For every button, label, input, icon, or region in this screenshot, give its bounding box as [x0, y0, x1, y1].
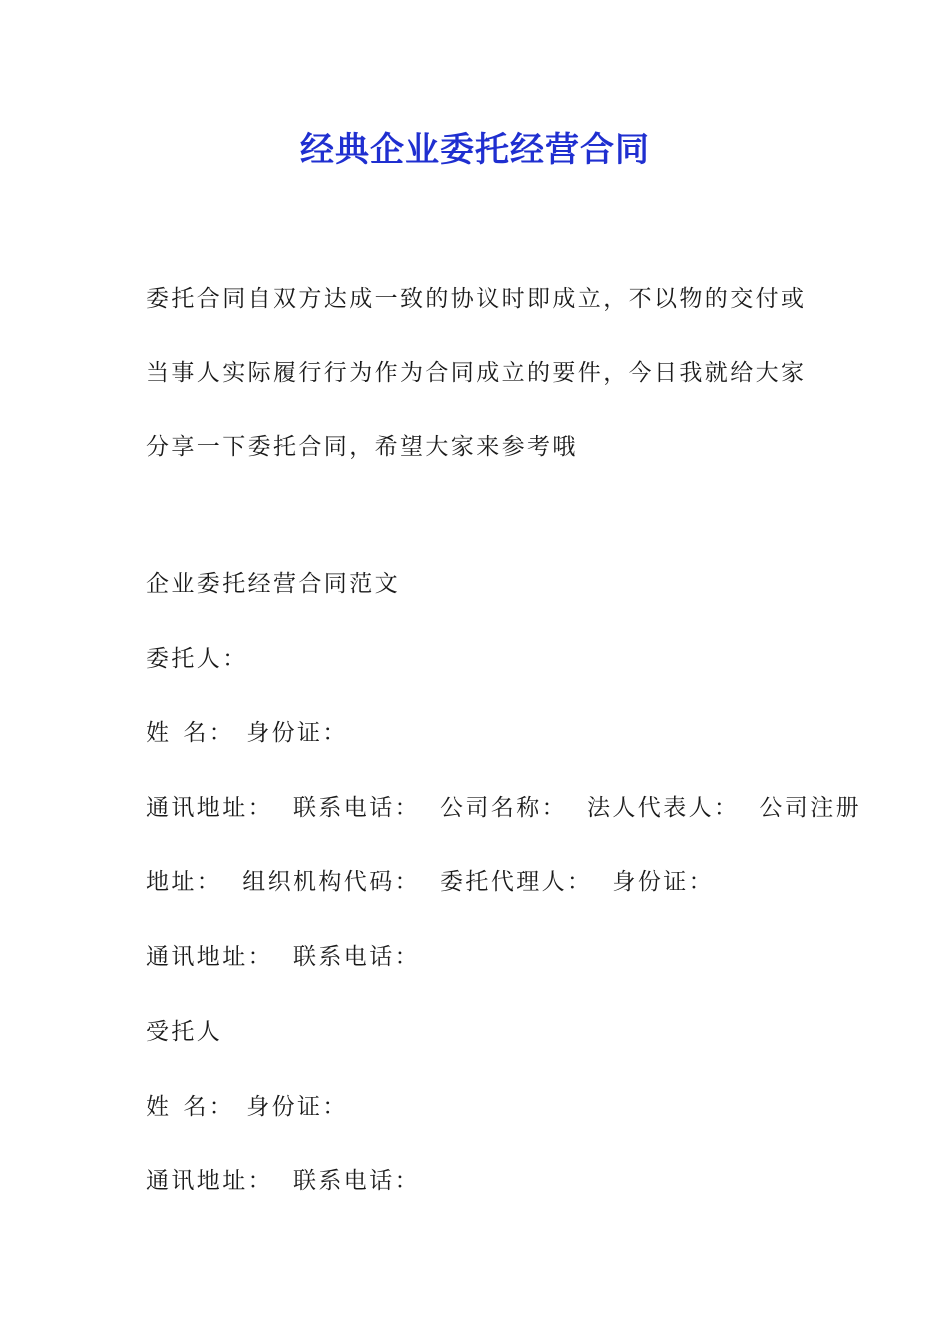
principal-contact-line: [146, 788, 861, 828]
address-label: 通讯地址：: [146, 795, 273, 821]
company-reg-address-label: 地址：: [146, 869, 223, 895]
trustee-name-label-char-2: 名：: [183, 1094, 235, 1120]
org-code-label: 组织机构代码：: [242, 869, 421, 895]
trustee-name-label-char-1: 姓: [146, 1094, 172, 1120]
agent-id-label: 身份证：: [612, 869, 715, 895]
trustee-heading: 受托人: [146, 1019, 223, 1045]
trustee-phone-label: 联系电话：: [293, 1168, 420, 1194]
id-label: 身份证：: [246, 720, 348, 746]
trustee-name-id-line: [146, 1087, 348, 1127]
trustee-contact-line: [146, 1161, 420, 1201]
name-label-char-1: 姓: [146, 720, 172, 746]
intro-paragraph: 委托合同自双方达成一致的协议时即成立，不以物的交付或当事人实际履行行为作为合同成立的要件，今日我就给大家分享一下委托合同，希望大家来参考哦: [146, 286, 807, 460]
principal-name-id-line: [146, 713, 348, 753]
agent-label: 委托代理人：: [440, 869, 593, 895]
section-heading: 企业委托经营合同范文: [146, 571, 400, 597]
trustee-id-label: 身份证：: [246, 1094, 348, 1120]
trustee-address-label: 通讯地址：: [146, 1168, 273, 1194]
principal-heading: 委托人：: [146, 646, 248, 672]
agent-address-label: 通讯地址：: [146, 944, 273, 970]
company-name-label: 公司名称：: [440, 795, 567, 821]
company-reg-line: [146, 862, 714, 902]
company-reg-label: 公司注册: [759, 795, 862, 821]
agent-contact-line: [146, 937, 420, 977]
document-title: 经典企业委托经营合同: [300, 130, 650, 170]
phone-label: 联系电话：: [293, 795, 420, 821]
name-label-char-2: 名：: [183, 720, 235, 746]
agent-phone-label: 联系电话：: [293, 944, 420, 970]
legal-rep-label: 法人代表人：: [587, 795, 740, 821]
